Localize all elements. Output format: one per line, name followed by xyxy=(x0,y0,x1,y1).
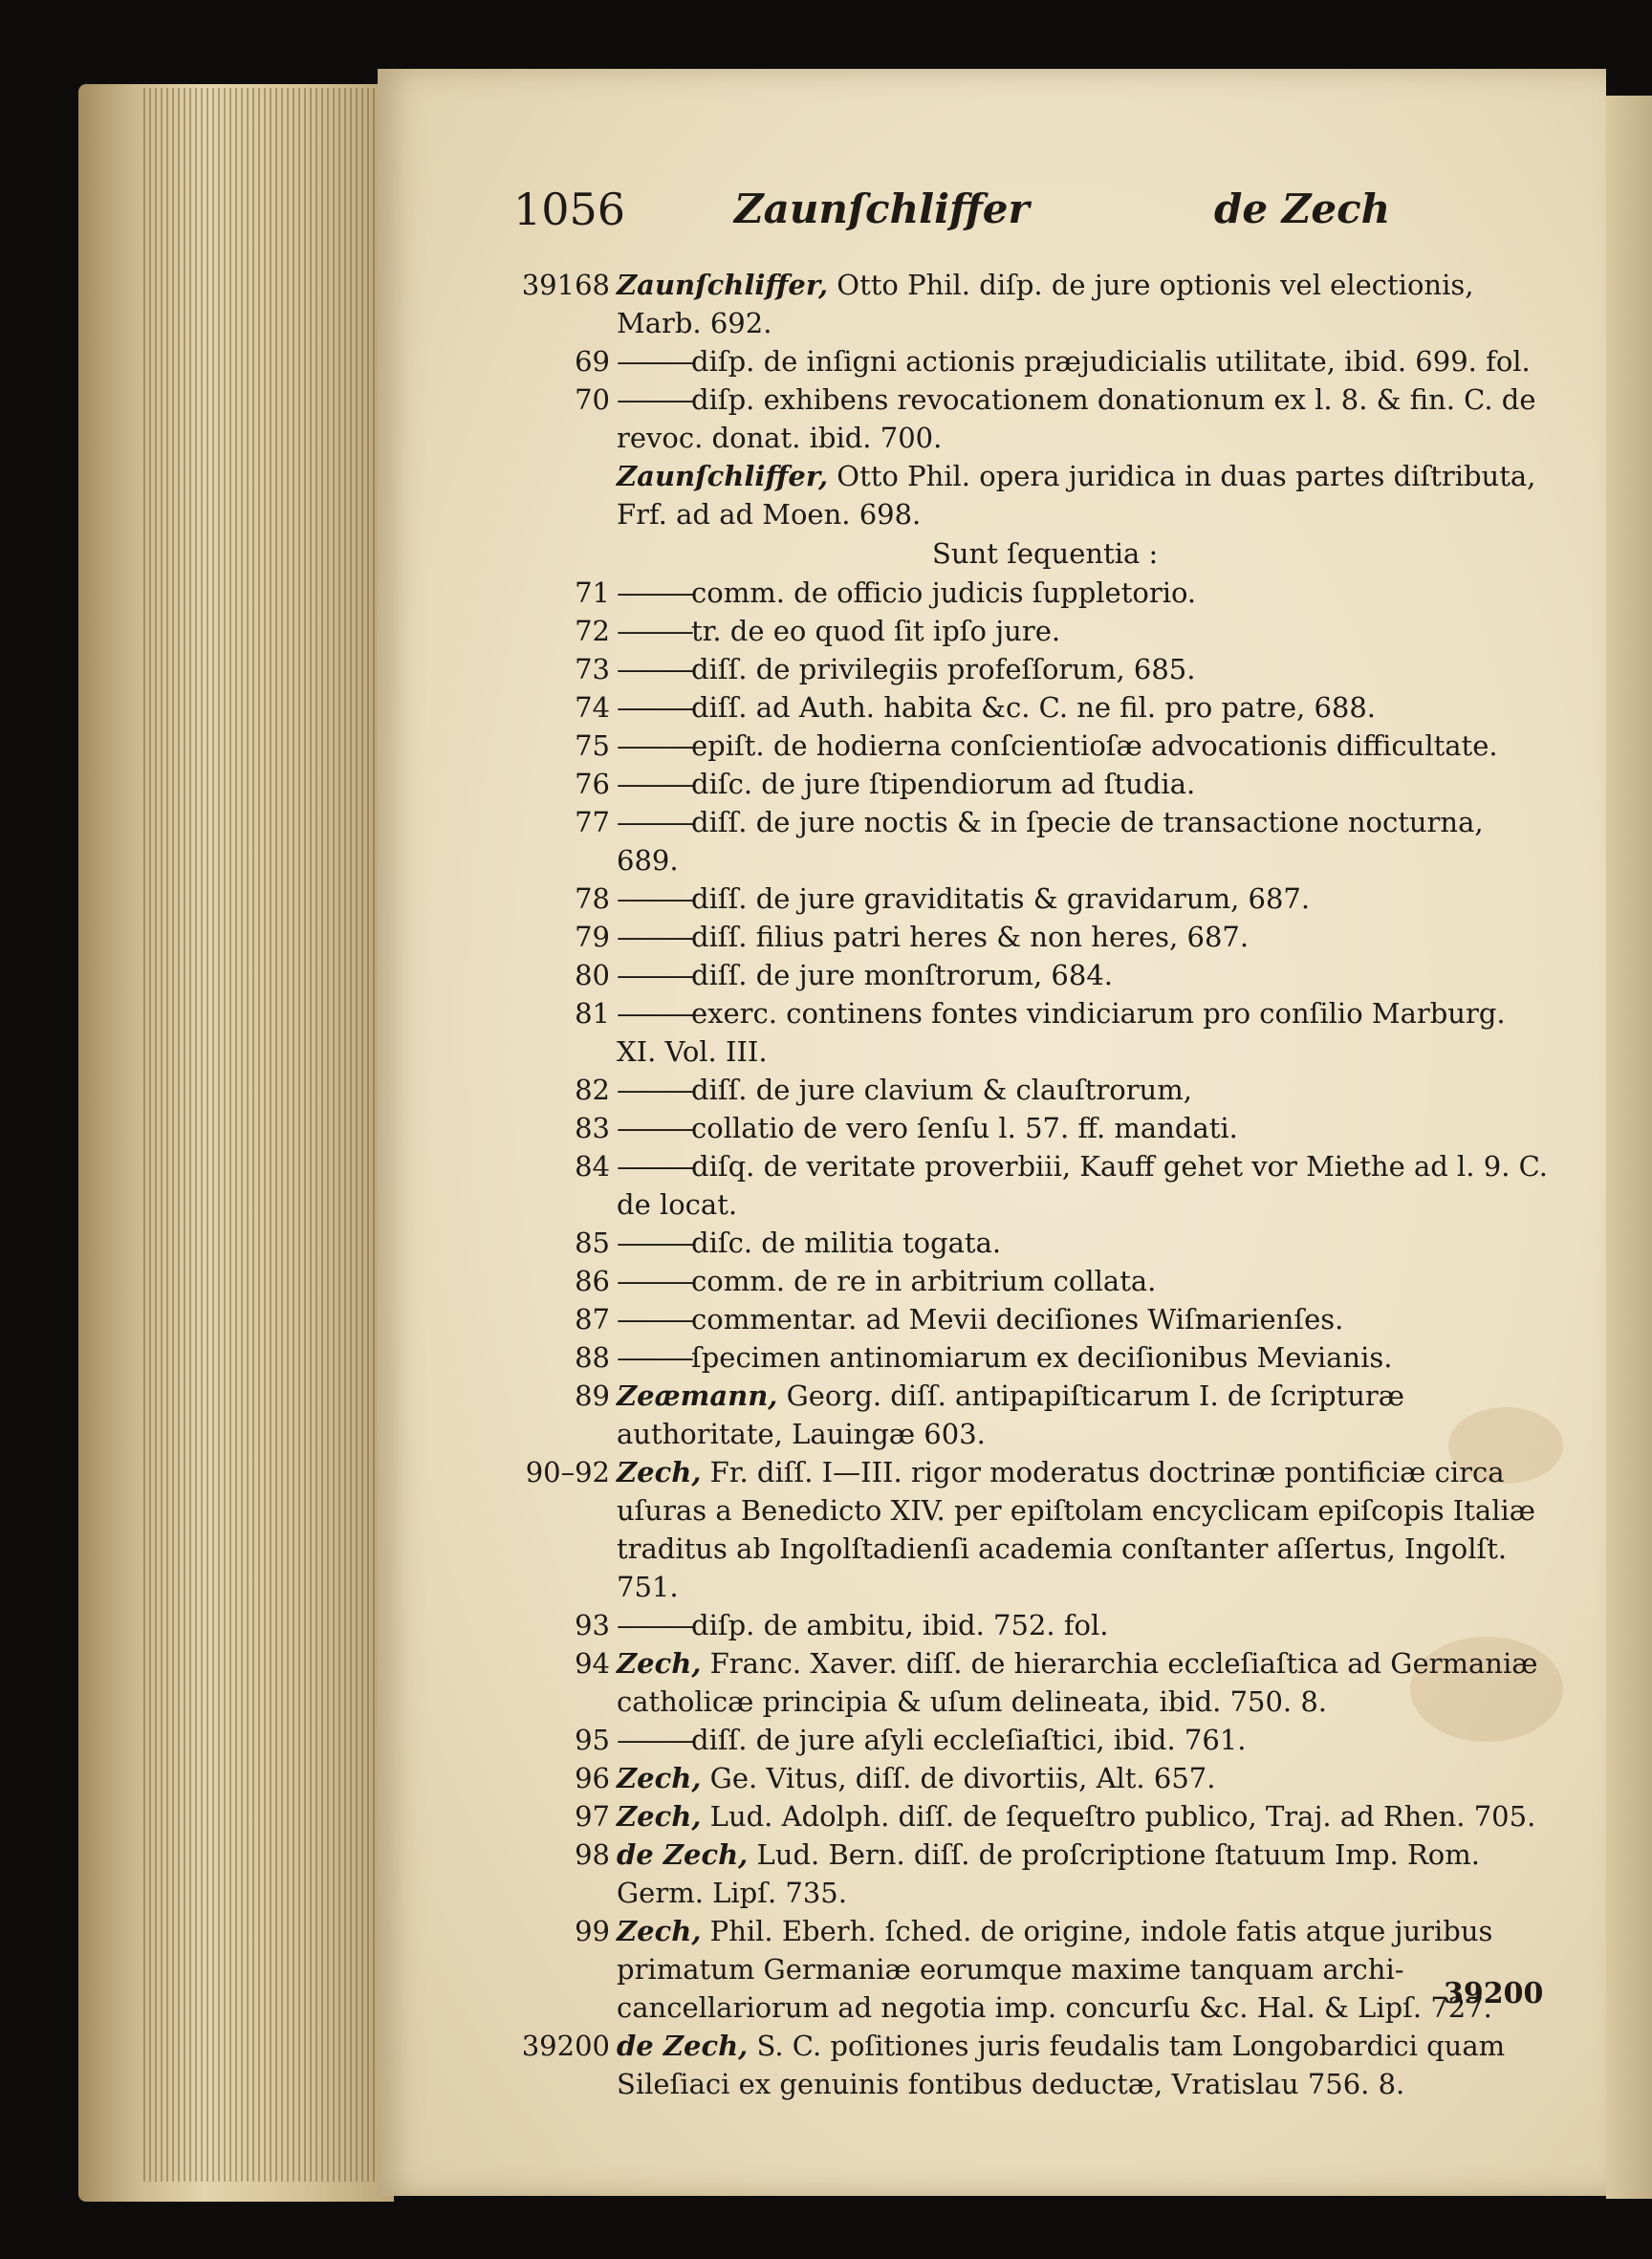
sunt-sequentia-line: Sunt ſequentia : xyxy=(932,537,1159,570)
entry-author: Zech, xyxy=(617,1647,702,1680)
entry-text: diſſ. de jure aſyli eccleſiaſtici, ibid. 761. xyxy=(691,1724,1247,1756)
entry-text: collatio de vero ſenſu l. 57. ff. mandati. xyxy=(691,1112,1238,1144)
catalogue-entry xyxy=(0,880,1554,918)
entry-author: Zaunſchliffer, xyxy=(617,460,829,492)
entry-number: 39200 xyxy=(521,2030,610,2062)
entry-text: comm. de re in arbitrium collata. xyxy=(691,1265,1157,1297)
entry-text: diſc. de militia togata. xyxy=(691,1227,1002,1259)
entry-text: Lud. Adolph. diſſ. de ſequeſtro publico, Traj. ad Rhen. 705. xyxy=(701,1800,1536,1833)
entry-text: diſſ. ad Auth. habita &c. C. ne fil. pro patre, 688. xyxy=(691,691,1377,724)
entry-text: diſp. exhibens revocationem donationum ex l. 8. & fin. C. de revoc. donat. ibid. 700. xyxy=(617,383,1536,454)
catalogue-entry xyxy=(0,918,1554,956)
entry-text: diſſ. de jure monſtrorum, 684. xyxy=(691,959,1113,991)
entry-number: 86 xyxy=(575,1265,610,1297)
entry-number: 82 xyxy=(575,1074,610,1106)
entry-number: 39168 xyxy=(521,269,610,301)
entry-text: Ge. Vitus, diſſ. de divortiis, Alt. 657. xyxy=(701,1762,1216,1794)
entry-number: 77 xyxy=(575,806,610,838)
entry-number: 76 xyxy=(575,768,610,800)
entry-text: Otto Phil. diſp. de jure optionis vel electionis, Marb. 692. xyxy=(617,269,1474,339)
catalogue-entry xyxy=(0,1071,1554,1109)
entry-number: 80 xyxy=(575,959,610,991)
ditto-dash: ——— xyxy=(617,615,691,647)
ditto-dash: ——— xyxy=(617,345,691,378)
entry-author: de Zech, xyxy=(617,2030,749,2062)
entry-number: 93 xyxy=(575,1609,610,1641)
entry-number: 83 xyxy=(575,1112,610,1144)
entry-author: Zeæmann, xyxy=(617,1379,778,1412)
catalogue-entry xyxy=(0,612,1554,650)
catalogue-entry xyxy=(0,380,1554,457)
catalogue-entry xyxy=(0,650,1554,688)
ditto-dash: ——— xyxy=(617,806,691,838)
entry-author: Zech, xyxy=(617,1456,702,1488)
entry-text: ſpecimen antinomiarum ex deciſionibus Mevianis. xyxy=(691,1341,1393,1374)
entry-text: Georg. diſſ. antipapiſticarum I. de ſcripturæ authoritate, Lauingæ 603. xyxy=(617,1379,1405,1450)
entry-text: diſſ. de privilegiis profeſſorum, 685. xyxy=(691,653,1196,685)
ditto-dash: ——— xyxy=(617,768,691,800)
catalogue-entry xyxy=(0,1606,1554,1644)
catalogue-entry xyxy=(0,1224,1554,1262)
entry-author: Zech, xyxy=(617,1800,702,1833)
ditto-dash: ——— xyxy=(617,882,691,915)
entry-text: diſſ. de jure graviditatis & gravidarum, 687. xyxy=(691,882,1311,915)
entry-text: diſſ. filius patri heres & non heres, 687. xyxy=(691,921,1250,953)
entry-number: 69 xyxy=(575,345,610,378)
ditto-dash: ——— xyxy=(617,383,691,416)
ditto-dash: ——— xyxy=(617,1150,691,1183)
entry-number: 88 xyxy=(575,1341,610,1374)
catalogue-entry xyxy=(0,1377,1554,1453)
ditto-dash: ——— xyxy=(617,997,691,1030)
catalogue-entry xyxy=(0,1797,1554,1835)
entry-text: tr. de eo quod ſit ipſo jure. xyxy=(691,615,1061,647)
ditto-dash: ——— xyxy=(617,1609,691,1641)
entry-author: Zech, xyxy=(617,1915,702,1947)
catalogue-entry xyxy=(0,1262,1554,1300)
entry-text: diſq. de veritate proverbiii, Kauff gehet vor Miethe ad l. 9. C. de locat. xyxy=(617,1150,1548,1221)
catalogue-entry xyxy=(0,1759,1554,1797)
entry-author: Zaunſchliffer, xyxy=(617,269,829,301)
running-head-right: de Zech xyxy=(1214,185,1391,232)
entry-text: Fr. diſſ. I—III. rigor moderatus doctrinæ pontificiæ circa uſuras a Benedicto XIV. per epiſtolam encyclicam epiſcopis Italiæ traditus ab Ingolſtadienſi academia conſtanter aſſertus, Ingolſt. 751. xyxy=(617,1456,1536,1603)
entry-number: 72 xyxy=(575,615,610,647)
catalogue-entry xyxy=(0,1300,1554,1338)
catalogue-entry xyxy=(0,956,1554,994)
catalogue-entry xyxy=(0,727,1554,765)
entry-number: 90–92 xyxy=(525,1456,610,1488)
entry-number: 73 xyxy=(575,653,610,685)
entry-text: diſc. de jure ſtipendiorum ad ſtudia. xyxy=(691,768,1196,800)
entry-number: 95 xyxy=(575,1724,610,1756)
entry-number: 96 xyxy=(575,1762,610,1794)
catalogue-entries xyxy=(0,266,1652,2103)
running-header xyxy=(0,184,1652,250)
page-number: 1056 xyxy=(513,184,626,235)
entry-number: 71 xyxy=(575,576,610,609)
ditto-dash: ——— xyxy=(617,691,691,724)
entry-number: 89 xyxy=(575,1379,610,1412)
catalogue-entry xyxy=(0,2027,1554,2103)
ditto-dash: ——— xyxy=(617,576,691,609)
entry-author: de Zech, xyxy=(617,1838,749,1871)
entry-text: Lud. Bern. diſſ. de proſcriptione ſtatuum Imp. Rom. Germ. Lipſ. 735. xyxy=(617,1838,1480,1909)
catalogue-entry xyxy=(0,1453,1554,1606)
catalogue-entry xyxy=(0,1835,1554,1912)
catalogue-entry xyxy=(0,574,1554,612)
catalogue-entry xyxy=(0,1147,1554,1224)
entry-number: 79 xyxy=(575,921,610,953)
entry-number: 94 xyxy=(575,1647,610,1680)
ditto-dash: ——— xyxy=(617,921,691,953)
entry-number: 70 xyxy=(575,383,610,416)
ditto-dash: ——— xyxy=(617,1303,691,1336)
entry-text: diſp. de inſigni actionis præjudicialis utilitate, ibid. 699. fol. xyxy=(691,345,1531,378)
catalogue-entry xyxy=(0,1721,1554,1759)
ditto-dash: ——— xyxy=(617,653,691,685)
catalogue-entry xyxy=(0,266,1554,342)
ditto-dash: ——— xyxy=(617,959,691,991)
entry-number: 74 xyxy=(575,691,610,724)
catalogue-entry xyxy=(0,1644,1554,1721)
catalogue-entry xyxy=(0,1912,1554,2027)
entry-number: 97 xyxy=(575,1800,610,1833)
entry-text: Franc. Xaver. diſſ. de hierarchia eccleſiaſtica ad Germaniæ catholicæ principia & uſum delineata, ibid. 750. 8. xyxy=(617,1647,1538,1718)
ditto-dash: ——— xyxy=(617,1724,691,1756)
catalogue-entry xyxy=(0,1338,1554,1377)
entry-number: 75 xyxy=(575,729,610,762)
entry-number: 98 xyxy=(575,1838,610,1871)
ditto-dash: ——— xyxy=(617,1341,691,1374)
ditto-dash: ——— xyxy=(617,1227,691,1259)
catalogue-entry xyxy=(0,457,1554,533)
entry-number: 85 xyxy=(575,1227,610,1259)
running-head-left: Zaunſchliffer xyxy=(734,185,1030,232)
entry-author: Zech, xyxy=(617,1762,702,1794)
catalogue-entry xyxy=(0,1109,1554,1147)
catalogue-entry xyxy=(0,342,1554,380)
ditto-dash: ——— xyxy=(617,1074,691,1106)
entry-number: 78 xyxy=(575,882,610,915)
entry-text: Phil. Eberh. ſched. de origine, indole fatis atque juribus primatum Germaniæ eorumque maxime tanquam archi-cancellariorum ad negotia imp. concurſu &c. Hal. & Lipſ. 727. xyxy=(617,1915,1493,2024)
catalogue-entry xyxy=(0,765,1554,803)
entry-number: 84 xyxy=(575,1150,610,1183)
entry-number: 81 xyxy=(575,997,610,1030)
entry-number: 87 xyxy=(575,1303,610,1336)
entry-text: epiſt. de hodierna conſcientioſæ advocationis difficultate. xyxy=(691,729,1498,762)
catalogue-entry xyxy=(0,688,1554,727)
entry-text: comm. de officio judicis ſuppletorio. xyxy=(691,576,1197,609)
ditto-dash: ——— xyxy=(617,1265,691,1297)
entry-text: commentar. ad Mevii deciſiones Wiſmarienſes. xyxy=(691,1303,1344,1336)
entry-text: exerc. continens fontes vindiciarum pro conſilio Marburg. XI. Vol. III. xyxy=(617,997,1506,1068)
entry-text: S. C. poſitiones juris feudalis tam Longobardici quam Sileſiaci ex genuinis fontibus deductæ, Vratislau 756. 8. xyxy=(617,2030,1506,2100)
entry-text: diſp. de ambitu, ibid. 752. fol. xyxy=(691,1609,1109,1641)
entry-number: 99 xyxy=(575,1915,610,1947)
catalogue-entry xyxy=(0,803,1554,880)
ditto-dash: ——— xyxy=(617,1112,691,1144)
ditto-dash: ——— xyxy=(617,729,691,762)
entry-text: diſſ. de jure clavium & clauſtrorum, xyxy=(691,1074,1192,1106)
catchword: 39200 xyxy=(1444,1977,1544,2010)
catalogue-entry xyxy=(0,994,1554,1071)
entry-text: diſſ. de jure noctis & in ſpecie de transactione nocturna, 689. xyxy=(617,806,1484,877)
entry-text: Otto Phil. opera juridica in duas partes diſtributa, Frf. ad ad Moen. 698. xyxy=(617,460,1536,531)
